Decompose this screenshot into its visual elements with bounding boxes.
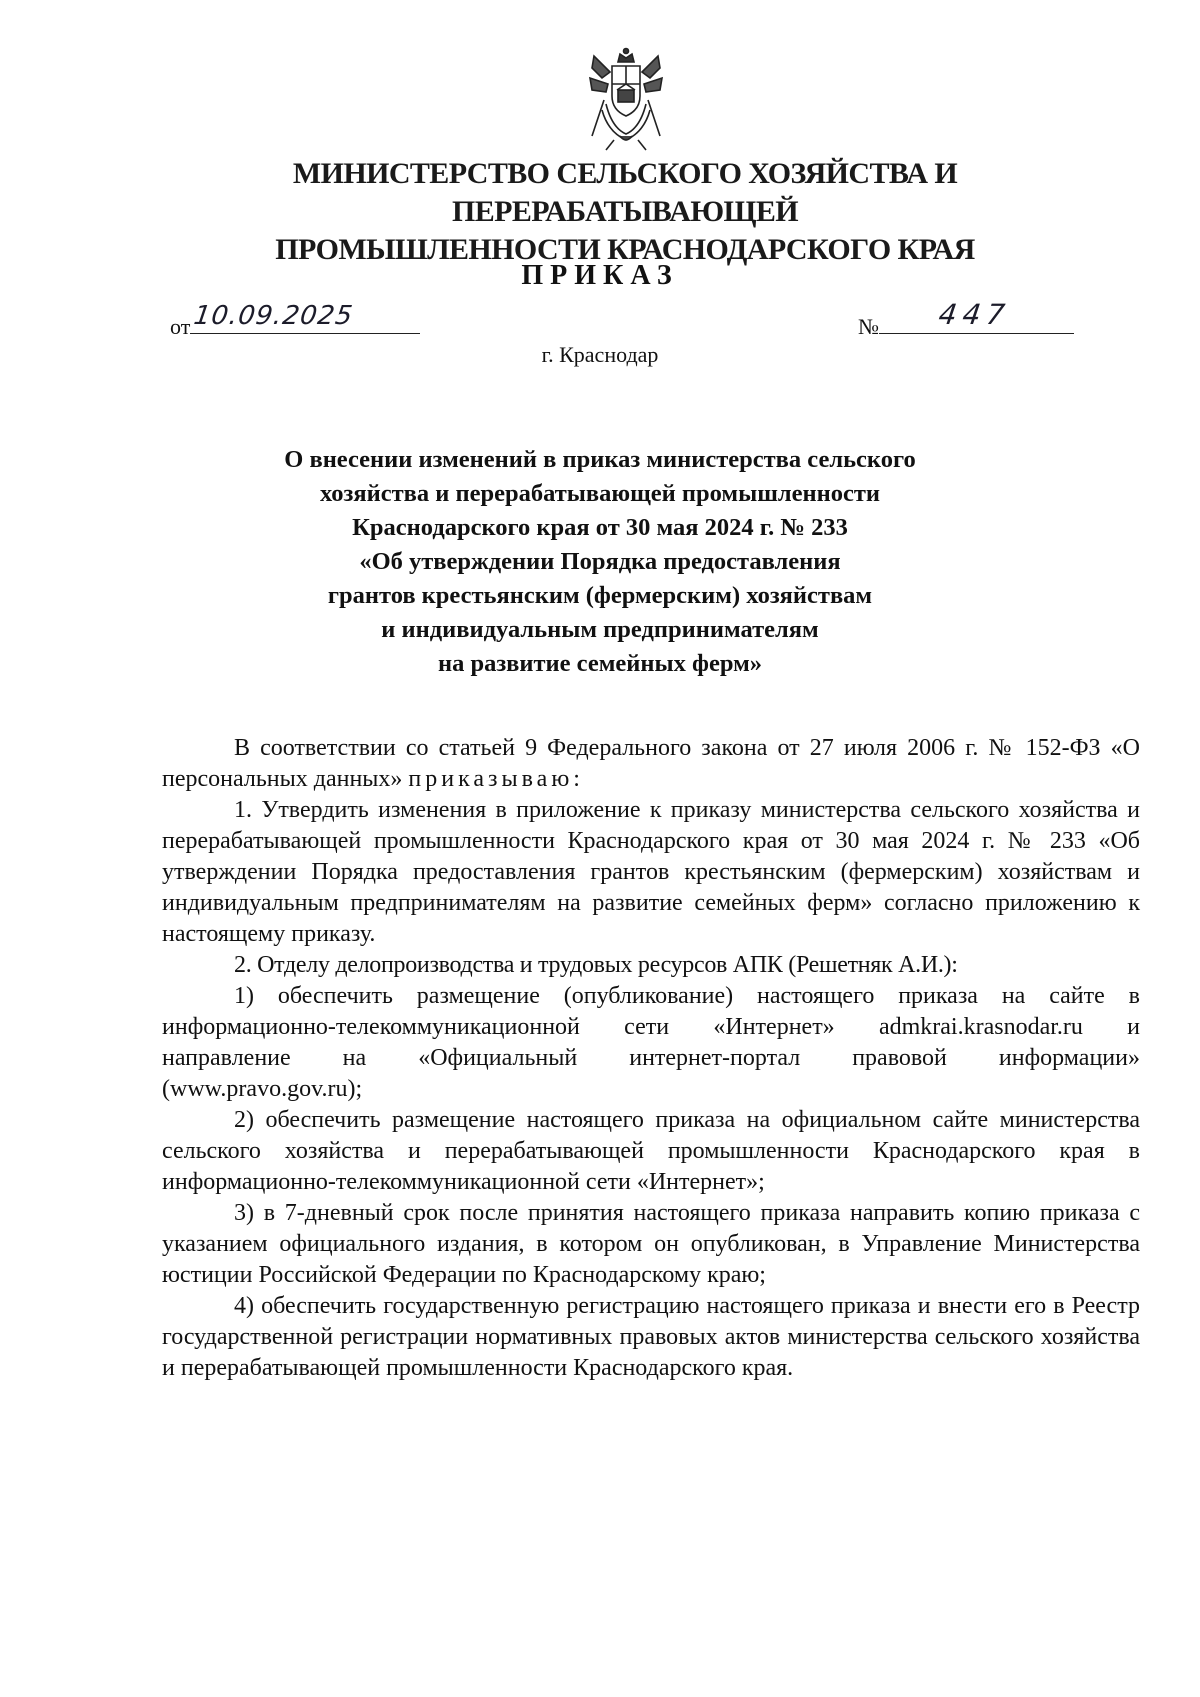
ministry-name-line-1: МИНИСТЕРСТВО СЕЛЬСКОГО ХОЗЯЙСТВА И ПЕРЕРАБАТЫВАЮЩЕЙ: [292, 157, 958, 228]
krasnodar-coat-of-arms-icon: [584, 44, 668, 152]
paragraph-2-item-2: 2) обеспечить размещение настоящего приказа на официальном сайте министерства сельского хозяйства и перерабатывающей промышленности Краснодарского края в информационно-телекоммуникационной сети «Интернет»;: [162, 1107, 1140, 1195]
ministry-name-line-2: ПРОМЫШЛЕННОСТИ КРАСНОДАРСКОГО КРАЯ: [275, 233, 975, 266]
paragraph-2-item-3: 3) в 7-дневный срок после принятия настоящего приказа направить копию приказа с указанием официального издания, в котором он опубликован, в Управление Министерства юстиции Российской Федерации по Краснодарскому краю;: [162, 1200, 1140, 1288]
paragraph-2-item-1: 1) обеспечить размещение (опубликование) настоящего приказа на сайте в информационно-телекоммуникационной сети «Интернет» admkrai.krasnodar.ru и направление на «Официальный интернет-портал правовой информации» (www.pravo.gov.ru);: [162, 983, 1140, 1102]
document-title: [150, 443, 1050, 681]
intro-paragraph: [162, 733, 1140, 795]
title-line-2: хозяйства и перерабатывающей промышленности: [319, 480, 881, 507]
number-prefix: №: [858, 314, 879, 339]
paragraph-2-item-4: 4) обеспечить государственную регистрацию настоящего приказа и внести его в Реестр государственной регистрации нормативных правовых актов министерства сельского хозяйства и перерабатывающей промышленности Краснодарского края.: [162, 1293, 1140, 1381]
title-line-6: и индивидуальным предпринимателям: [381, 616, 819, 643]
ministry-name: [130, 155, 1120, 269]
intro-order-word: приказываю:: [408, 766, 584, 792]
number-field: [879, 298, 1074, 334]
intro-text: В соответствии со статьей 9 Федерального закона от 27 июля 2006 г. № 152-ФЗ «О персональных данных»: [162, 735, 1140, 792]
title-line-7: на развитие семейных ферм»: [437, 650, 763, 677]
order-heading: ПРИКАЗ: [521, 260, 679, 291]
paragraph-1: 1. Утвердить изменения в приложение к приказу министерства сельского хозяйства и перерабатывающей промышленности Краснодарского края от 30 мая 2024 г. № 233 «Об утверждении Порядка предоставления грантов крестьянским (фермерским) хозяйствам и индивидуальным предпринимателям на развитие семейных ферм» согласно приложению к настоящему приказу.: [162, 797, 1140, 947]
title-line-5: грантов крестьянским (фермерским) хозяйствам: [327, 582, 873, 609]
date-handwritten: 10.09.2025: [192, 301, 356, 331]
document-body: [162, 733, 1140, 1384]
number-handwritten: 447: [936, 298, 1013, 331]
order-date: [170, 301, 420, 340]
date-prefix: от: [170, 314, 191, 339]
order-number: [858, 298, 1074, 340]
city: г. Краснодар: [541, 342, 659, 367]
date-field: [190, 301, 420, 334]
title-line-1: О внесении изменений в приказ министерства сельского: [284, 446, 916, 473]
paragraph-2: 2. Отделу делопроизводства и трудовых ресурсов АПК (Решетняк А.И.):: [234, 952, 958, 978]
title-line-4: «Об утверждении Порядка предоставления: [359, 548, 841, 575]
title-line-3: Краснодарского края от 30 мая 2024 г. № 233: [352, 514, 848, 541]
